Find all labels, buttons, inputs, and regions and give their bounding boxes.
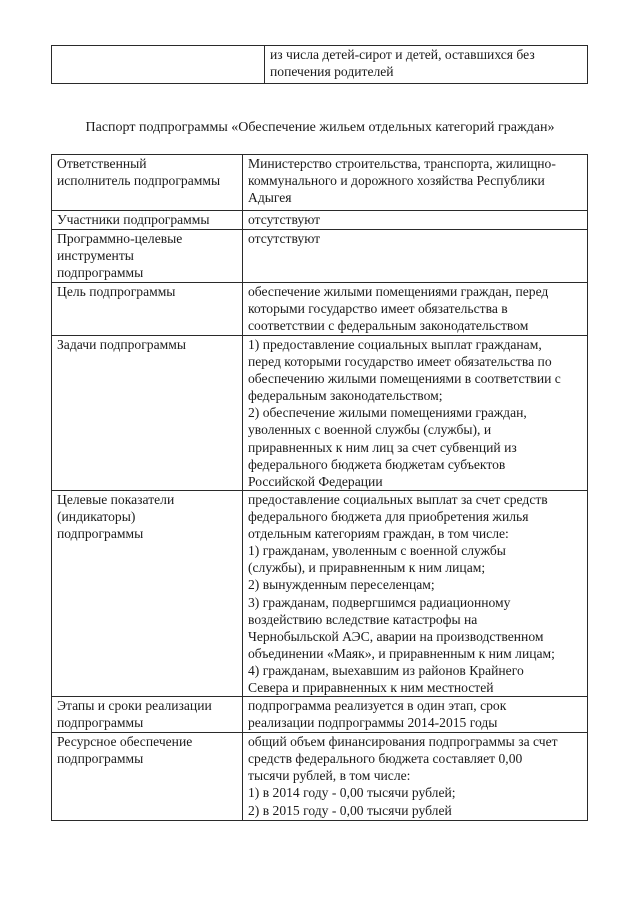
table-row <box>52 46 588 84</box>
row-value: Министерство строительства, транспорта, жилищно- коммунального и дорожного хозяйства Республики Адыгея <box>243 155 588 211</box>
row-value: подпрограмма реализуется в один этап, срок реализации подпрограммы 2014-2015 годы <box>243 697 588 733</box>
row-label: Участники подпрограммы <box>52 211 243 230</box>
table-row <box>52 230 588 283</box>
row-value: общий объем финансирования подпрограммы за счет средств федерального бюджета составляет 0,00 тысячи рублей, в том числе: 1) в 2014 году - 0,00 тысячи рублей; 2) в 2015 году - 0,00 тысячи рублей <box>243 733 588 821</box>
row-label: Целевые показатели (индикаторы) подпрограммы <box>52 491 243 697</box>
row-value: отсутствуют <box>243 230 588 283</box>
row-value: отсутствуют <box>243 211 588 230</box>
row-label: Ресурсное обеспечение подпрограммы <box>52 733 243 821</box>
passport-title: Паспорт подпрограммы «Обеспечение жильем отдельных категорий граждан» <box>85 120 555 135</box>
row-label: Ответственный исполнитель подпрограммы <box>52 155 243 211</box>
row-label: Цель подпрограммы <box>52 283 243 336</box>
table-row <box>52 336 588 491</box>
top-right-cell: из числа детей-сирот и детей, оставшихся без попечения родителей <box>265 46 588 84</box>
passport-table <box>51 154 588 821</box>
table-row <box>52 697 588 733</box>
row-value: 1) предоставление социальных выплат гражданам, перед которыми государство имеет обязательства по обеспечению жилыми помещениями в соответствии с федеральным законодательством; 2) обеспечение жилыми помещениями граждан, уволенных с военной службы (службы), и приравненных к ним лиц за счет субвенций из федерального бюджета бюджетам субъектов Российской Федерации <box>243 336 588 491</box>
top-left-cell <box>52 46 265 84</box>
row-label: Программно-целевые инструменты подпрограммы <box>52 230 243 283</box>
row-value: обеспечение жилыми помещениями граждан, перед которыми государство имеет обязательства в соответствии с федеральным законодательством <box>243 283 588 336</box>
table-row <box>52 155 588 211</box>
table-row <box>52 283 588 336</box>
row-label: Этапы и сроки реализации подпрограммы <box>52 697 243 733</box>
row-label: Задачи подпрограммы <box>52 336 243 491</box>
table-row <box>52 491 588 697</box>
table-row <box>52 733 588 821</box>
table-row <box>52 211 588 230</box>
row-value: предоставление социальных выплат за счет средств федерального бюджета для приобретения жилья отдельным категориям граждан, в том числе: 1) гражданам, уволенным с военной службы (службы), и приравненным к ним лицам; 2) вынужденным переселенцам; 3) гражданам, подвергшимся радиационному воздействию вследствие катастрофы на Чернобыльской АЭС, аварии на производственном объединении «Маяк», и приравненным к ним лицам; 4) гражданам, выехавшим из районов Крайнего Севера и приравненных к ним местностей <box>243 491 588 697</box>
continued-table <box>51 45 588 84</box>
